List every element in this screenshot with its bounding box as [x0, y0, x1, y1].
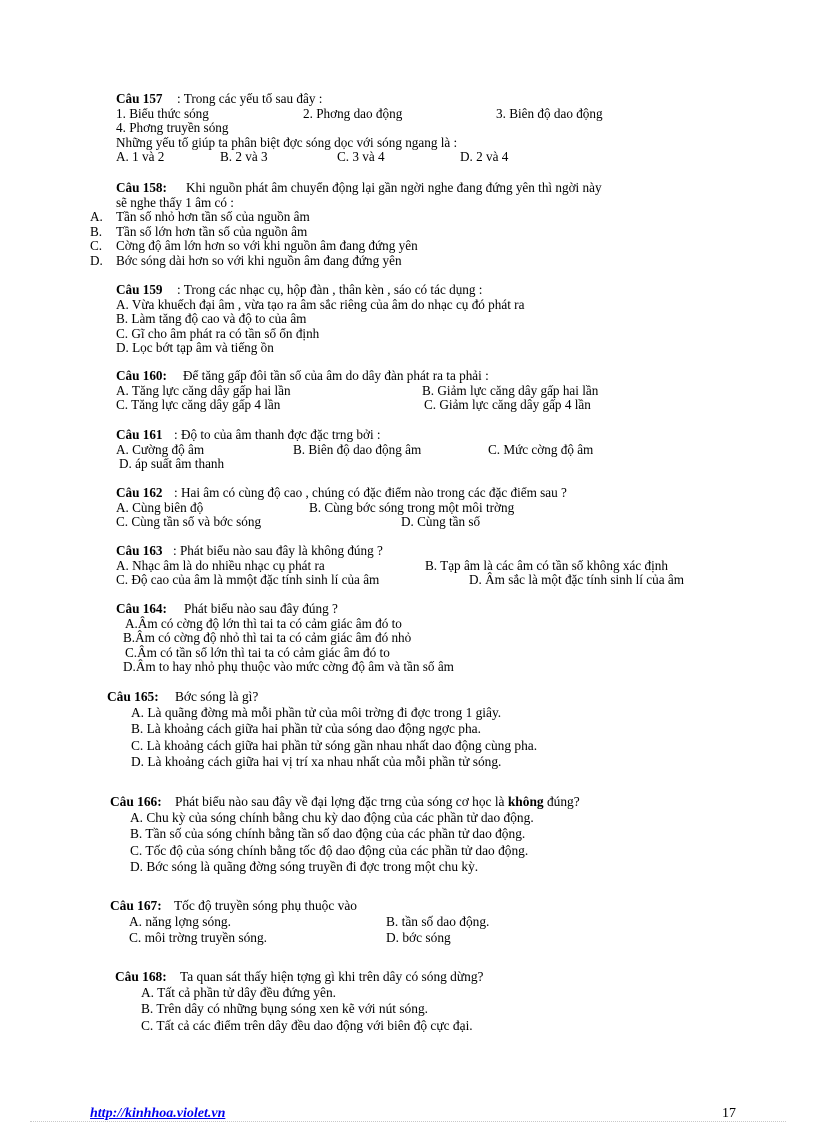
question-label: Câu 167:	[110, 898, 162, 913]
option-b: B. Là khoảng cách giữa hai phần tử của sóng dao động ngợc pha.	[131, 721, 481, 737]
option-a: Tần số nhỏ hơn tần số của nguồn âm	[116, 209, 310, 225]
option-d: Bớc sóng dài hơn so với khi nguồn âm đang đứng yên	[116, 252, 402, 268]
question-stem: Để tăng gấp đôi tần số của âm do dây đàn phát ra ta phải :	[183, 368, 489, 383]
option-c: C. Cùng tần số và bớc sóng	[116, 514, 262, 530]
option-b: B. Biên độ dao động âm	[293, 441, 422, 457]
option-d: D. Âm sắc là một đặc tính sinh lí của âm	[469, 572, 684, 588]
option-b: B. Trên dây có những bụng sóng xen kẽ với nút sóng.	[141, 1001, 428, 1017]
option-b: B.Âm có cờng độ nhỏ thì tai ta có cảm giác âm đó nhỏ	[123, 630, 412, 646]
question-label: Câu 168:	[115, 969, 167, 984]
option-letter: B.	[90, 223, 103, 239]
option-a: A. Là quãng đờng mà mỗi phần tử của môi trờng đi đợc trong 1 giây.	[131, 705, 502, 721]
option-d: D. bớc sóng	[386, 930, 451, 946]
option: 2. Phơng dao động	[303, 105, 403, 121]
question-stem: : Trong các yếu tố sau đây :	[177, 91, 323, 106]
option-c: C. Tất cả các điểm trên dây đều dao động với biên độ cực đại.	[141, 1017, 473, 1033]
option-c: C. Gĩ cho âm phát ra có tần số ổn định	[116, 325, 320, 341]
question-label: Câu 157	[116, 91, 163, 106]
option-b: B. Tạp âm là các âm có tần số không xác định	[425, 557, 668, 573]
option-letter: A.	[90, 209, 103, 225]
question-label: Câu 161	[116, 427, 163, 442]
page-number: 17	[722, 1106, 736, 1121]
option-a: A. năng lợng sóng.	[129, 914, 231, 930]
question-stem: sẽ nghe thấy 1 âm có :	[116, 194, 234, 210]
question-label: Câu 160:	[116, 368, 167, 383]
question-label: Câu 165:	[107, 689, 159, 704]
option-a: A. Tăng lực căng dây gấp hai lần	[116, 382, 291, 398]
question-label: Câu 158:	[116, 180, 167, 195]
option-b: B. Cùng bớc sóng trong một môi trờng	[309, 499, 515, 515]
option-a: A. Tất cả phần tử dây đều đứng yên.	[141, 985, 336, 1001]
option-c: C. Tốc độ của sóng chính bằng tốc độ dao động của các phần tử dao động.	[130, 842, 529, 858]
footer-divider	[30, 1121, 786, 1122]
emphasis-not: không	[507, 794, 544, 809]
option-a: A. Cùng biên độ	[116, 499, 204, 515]
option-c: Cờng độ âm lớn hơn so với khi nguồn âm đang đứng yên	[116, 238, 418, 254]
option: 1. Biểu thức sóng	[116, 105, 209, 121]
option-d: D. áp suất âm thanh	[119, 456, 225, 472]
option-d: D. Cùng tần số	[401, 514, 481, 530]
option-a: A. Chu kỳ của sóng chính bằng chu kỳ dao động của các phần tử dao động.	[130, 810, 534, 826]
question-label: Câu 163	[116, 543, 163, 558]
option: 4. Phơng truyền sóng	[116, 120, 229, 136]
footer-link[interactable]: http://kinhhoa.violet.vn	[90, 1106, 226, 1121]
option-c: C. Độ cao của âm là mmột đặc tính sinh lí của âm	[116, 572, 380, 588]
question-stem: Phát biểu nào sau đây về đại lợng đặc trng của sóng cơ học là không đúng?	[175, 794, 580, 809]
question-stem: Bớc sóng là gì?	[175, 689, 259, 704]
option-d: D. Lọc bớt tạp âm và tiếng ồn	[116, 340, 274, 356]
question-label: Câu 166:	[110, 794, 162, 809]
option-d: D. Bớc sóng là quãng đờng sóng truyền đi đợc trong một chu kỳ.	[130, 858, 479, 874]
option-c: C. Tăng lực căng dây gấp 4 lần	[116, 397, 281, 413]
option-b: B. Giảm lực căng dây gấp hai lần	[422, 382, 599, 398]
option-a: A. Nhạc âm là do nhiều nhạc cụ phát ra	[116, 557, 325, 573]
question-label: Câu 162	[116, 485, 163, 500]
question-stem: Phát biểu nào sau đây đúng ?	[184, 601, 338, 616]
question-stem: : Phát biểu nào sau đây là không đúng ?	[173, 543, 383, 558]
question-stem: Những yếu tố giúp ta phân biệt đợc sóng dọc với sóng ngang là :	[116, 134, 458, 150]
option-letter: C.	[90, 238, 103, 254]
option-c: C. Mức cờng độ âm	[488, 441, 594, 457]
question-stem: : Hai âm có cùng độ cao , chúng có đặc điểm nào trong các đặc điểm sau ?	[174, 485, 567, 500]
option-b: Tần số lớn hơn tần số của nguồn âm	[116, 223, 308, 239]
option-c: C. môi trờng truyền sóng.	[129, 930, 268, 946]
option-c: C. Là khoảng cách giữa hai phần tử sóng gần nhau nhất dao động cùng pha.	[131, 737, 538, 753]
option-b: B. tần số dao động.	[386, 914, 490, 930]
option-a: A. Vừa khuếch đại âm , vừa tạo ra âm sắc riêng của âm do nhạc cụ đó phát ra	[116, 296, 525, 312]
question-stem: Tốc độ truyền sóng phụ thuộc vào	[174, 898, 357, 913]
option-b: B. 2 và 3	[220, 149, 268, 165]
question-stem: : Trong các nhạc cụ, hộp đàn , thân kèn , sáo có tác dụng :	[177, 282, 483, 297]
option-d: C. Giảm lực căng dây gấp 4 lần	[424, 397, 591, 413]
option-b: B. Làm tăng độ cao và độ to của âm	[116, 311, 307, 327]
option-a: A. Cường độ âm	[116, 441, 205, 457]
option: 3. Biên độ dao động	[496, 105, 603, 121]
option-d: D. Là khoảng cách giữa hai vị trí xa nhau nhất của mỗi phần tử sóng.	[131, 753, 502, 769]
option-b: B. Tần số của sóng chính bằng tần số dao động của các phần tử dao động.	[130, 826, 526, 842]
option-d: D.Âm to hay nhỏ phụ thuộc vào mức cờng độ âm và tần số âm	[123, 659, 454, 675]
option-a: A. 1 và 2	[116, 149, 165, 165]
option-letter: D.	[90, 252, 103, 268]
question-stem: Khi nguồn phát âm chuyển động lại gần ngời nghe đang đứng yên thì ngời này	[186, 180, 602, 195]
question-label: Câu 164:	[116, 601, 167, 616]
question-stem: : Độ to của âm thanh đợc đặc trng bởi :	[174, 427, 381, 442]
option-d: D. 2 và 4	[460, 149, 509, 165]
option-c: C.Âm có tần số lớn thì tai ta có cảm giác âm đó to	[125, 644, 390, 660]
question-stem: Ta quan sát thấy hiện tợng gì khi trên dây có sóng dừng?	[180, 969, 484, 984]
option-a: A.Âm có cờng độ lớn thì tai ta có cảm giác âm đó to	[125, 615, 402, 631]
page-footer	[0, 1100, 816, 1123]
option-c: C. 3 và 4	[337, 149, 385, 165]
question-label: Câu 159	[116, 282, 163, 297]
